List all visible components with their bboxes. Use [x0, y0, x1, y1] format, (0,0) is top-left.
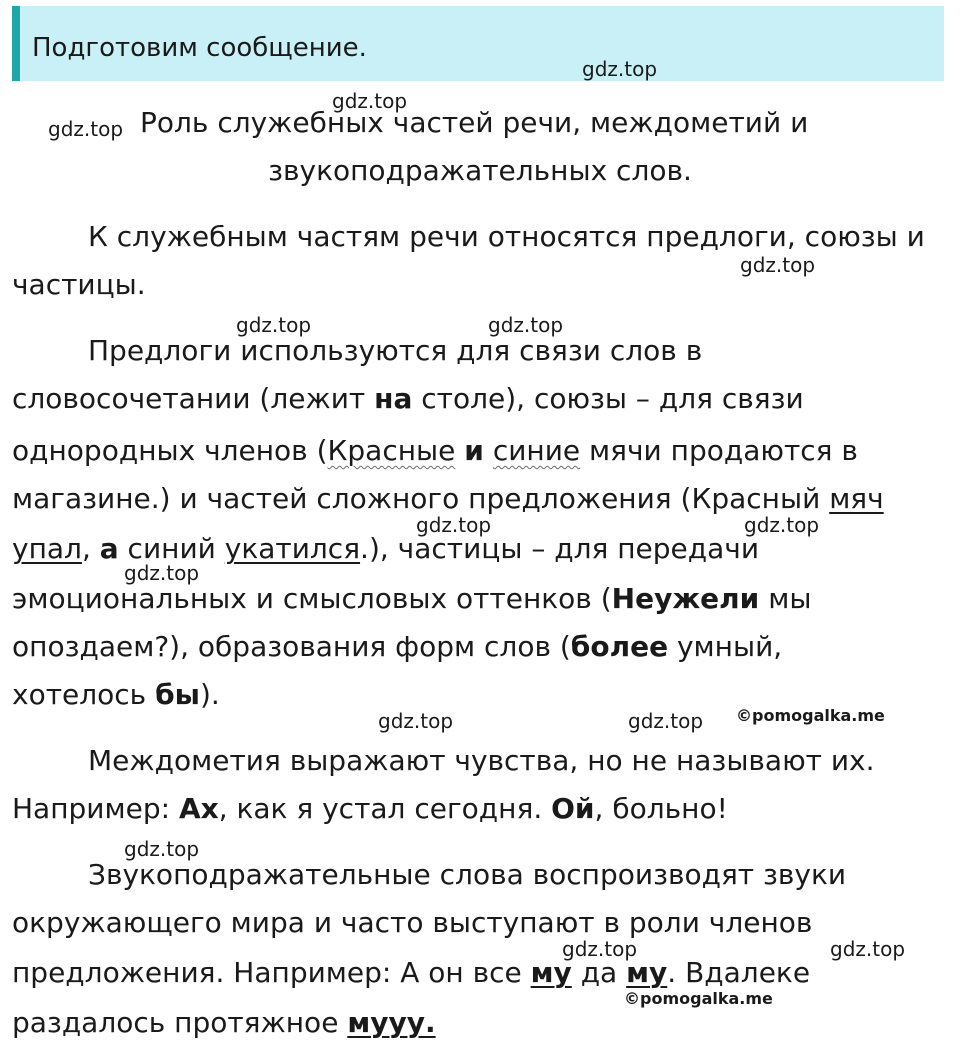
- p2-line-1: Предлоги используются для связи слов в: [88, 334, 703, 367]
- p3-line-2: Например: Ах, как я устал сегодня. Ой, больно!: [12, 792, 728, 825]
- p3-line-1: Междометия выражают чувства, но не называют их.: [88, 744, 875, 777]
- watermark-gdz: gdz.top: [830, 937, 906, 961]
- watermark-gdz: gdz.top: [378, 709, 454, 733]
- p2-line-2: словосочетании (лежит на столе), союзы – для связи: [12, 382, 804, 415]
- p1-line-1: К служебным частям речи относятся предлоги, союзы и: [88, 220, 925, 253]
- watermark-gdz: gdz.top: [582, 57, 658, 81]
- title-line-1: Роль служебных частей речи, междометий и: [140, 106, 809, 139]
- watermark-gdz: gdz.top: [488, 313, 564, 337]
- p4-line-3: предложения. Например: А он все му да му. Вдалеке: [12, 956, 811, 989]
- watermark-gdz: gdz.top: [236, 313, 312, 337]
- watermark-copyright: ©pomogalka.me: [736, 706, 885, 725]
- watermark-gdz: gdz.top: [562, 937, 638, 961]
- p4-line-2: окружающего мира и часто выступают в роли членов: [12, 906, 813, 939]
- p2-line-8: хотелось бы).: [12, 678, 220, 711]
- watermark-gdz: gdz.top: [628, 709, 704, 733]
- watermark-gdz: gdz.top: [744, 513, 820, 537]
- watermark-gdz: gdz.top: [740, 253, 816, 277]
- watermark-gdz: gdz.top: [124, 561, 200, 585]
- p1-line-2: частицы.: [12, 268, 146, 301]
- p2-line-4: магазине.) и частей сложного предложения (Красный мяч: [12, 482, 884, 515]
- p2-line-6: эмоциональных и смысловых оттенков (Неужели мы: [12, 582, 812, 615]
- header-box: [12, 6, 944, 81]
- watermark-gdz: gdz.top: [48, 117, 124, 141]
- watermark-gdz: gdz.top: [124, 837, 200, 861]
- p2-line-5: упал, а синий укатился.), частицы – для передачи: [12, 532, 760, 565]
- header-accent-bar: [12, 6, 20, 81]
- p2-line-7: опоздаем?), образования форм слов (более умный,: [12, 630, 783, 663]
- header-title: Подготовим сообщение.: [32, 33, 367, 63]
- watermark-copyright: ©pomogalka.me: [624, 989, 773, 1008]
- title-line-2: звукоподражательных слов.: [268, 154, 692, 187]
- watermark-gdz: gdz.top: [416, 513, 492, 537]
- p4-line-4: раздалось протяжное мууу.: [12, 1006, 436, 1039]
- watermark-gdz: gdz.top: [332, 89, 408, 113]
- p4-line-1: Звукоподражательные слова воспроизводят звуки: [88, 858, 847, 891]
- p2-line-3: однородных членов (Красные и синие мячи продаются в: [12, 434, 858, 467]
